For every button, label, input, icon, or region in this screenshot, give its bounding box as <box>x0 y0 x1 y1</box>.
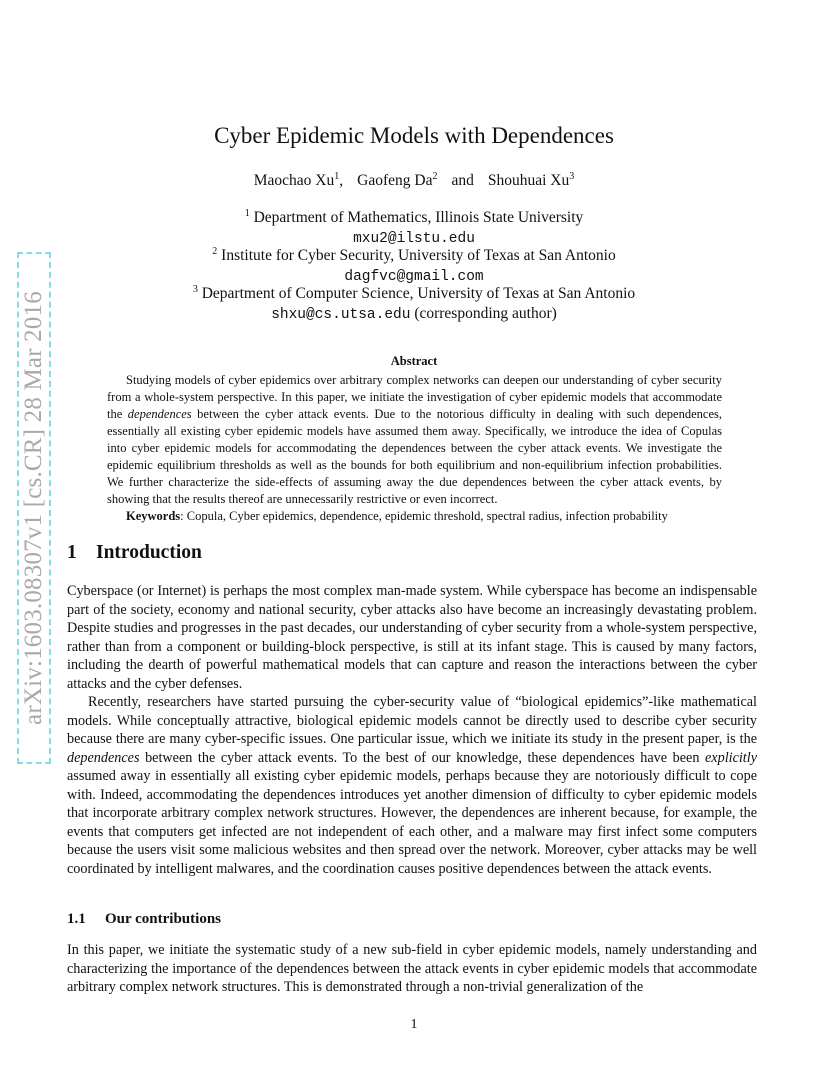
author-superscript: 1 <box>334 170 340 182</box>
paper-title: Cyber Epidemic Models with Dependences <box>214 123 614 148</box>
author-name: Gaofeng Da <box>357 172 433 189</box>
affiliation-name: Department of Computer Science, University of Texas at San Antonio <box>201 285 636 302</box>
body-text: assumed away in essentially all existing cyber epidemic models, perhaps because they are notoriously difficult to cope with. Indeed, accommodating the dependences introduces yet another dimension of difficulty to cyber epidemic models that incorporate arbitrary complex network structures. However, the dependences are inherent because, for example, the events that computers get infected are not independent of each other, and a malware may first infect some computers because the users visit some malicious websites and then spread over the network. Moreover, cyber attacks may be well coordinated by intelligent malwares, and the coordination causes positive dependences between the attack events. <box>67 768 757 877</box>
author-name: Maochao Xu <box>253 172 335 189</box>
affiliation-email-line <box>0 267 828 285</box>
section-heading <box>67 542 202 564</box>
abstract-text: between the cyber attack events. Due to the notorious difficulty in dealing with such dependences, essentially all existing cyber epidemic models have assumed them away. Specifically, we introduce the idea of Copulas into cyber epidemic models for accommodating the dependences between the cyber attack events. We investigate the epidemic equilibrium thresholds as well as the bounds for both equilibrium and non-equilibrium infection probabilities. We further characterize the side-effects of assuming away the due dependences between the cyber attack events, by showing that the results thereof are unnecessarily restrictive or even incorrect. <box>107 407 722 506</box>
body-paragraph: Cyberspace (or Internet) is perhaps the most complex man-made system. While cyberspace has become an indispensable part of the society, economy and national security, cyber attacks also have become an increasingly devastating problem. Despite studies and progresses in the past decades, our understanding of cyber security from a whole-system perspective, rather than from a component or building-block perspective, is still at its infant stage. This is caused by many factors, including the dearth of powerful mathematical models that can capture and reason the interactions between the cyber attacks and the cyber defenses. <box>67 583 757 692</box>
author-superscript: 3 <box>569 170 575 182</box>
keywords-text: : Copula, Cyber epidemics, dependence, epidemic threshold, spectral radius, infection probability <box>180 509 668 523</box>
subsection-heading <box>67 911 221 928</box>
affiliation-email: shxu@cs.utsa.edu <box>271 307 411 323</box>
affiliation-superscript: 2 <box>212 245 218 257</box>
body-emphasis: dependences <box>67 749 140 766</box>
affiliation-name: Department of Mathematics, Illinois State University <box>253 209 584 226</box>
author-superscript: 2 <box>432 170 438 182</box>
affiliation <box>0 247 828 265</box>
abstract-body <box>107 372 722 525</box>
affiliation-name: Institute for Cyber Security, University of Texas at San Antonio <box>221 247 616 264</box>
section-number: 1 <box>67 542 77 563</box>
subsection-number: 1.1 <box>67 911 86 927</box>
affiliation-email-line <box>0 229 828 247</box>
affiliation <box>0 285 828 303</box>
keywords-line <box>107 508 722 525</box>
affiliation-note: (corresponding author) <box>410 305 557 322</box>
body-paragraph <box>67 693 757 878</box>
keywords-label: Keywords <box>126 509 181 523</box>
body-text: Recently, researchers have started pursuing the cyber-security value of “biological epidemics”-like mathematical models. While conceptually attractive, biological epidemic models cannot be directly used to describe cyber security because there are many cyber-specific issues. One particular issue, which we initiate its study in the present paper, is the <box>67 694 757 747</box>
abstract-emphasis: dependences <box>127 407 192 421</box>
arxiv-stamp: arXiv:1603.08307v1 [cs.CR] 28 Mar 2016 <box>20 291 47 725</box>
affiliation-email-line <box>0 305 828 323</box>
affiliation-email: mxu2@ilstu.edu <box>353 231 475 247</box>
abstract-heading: Abstract <box>390 354 438 368</box>
body-paragraph: In this paper, we initiate the systematic study of a new sub-field in cyber epidemic models, namely understanding and characterizing the importance of the dependences between the attack events in cyber epidemic models that accommodate arbitrary complex network structures. This is demonstrated through a non-trivial generalization of the <box>67 942 757 995</box>
abstract-paragraph <box>107 372 722 508</box>
author-name: Shouhuai Xu <box>487 172 570 189</box>
page-number: 1 <box>410 1017 418 1032</box>
subsection-body <box>67 941 757 997</box>
affiliation-superscript: 1 <box>244 207 250 219</box>
authors-and: and <box>451 172 474 189</box>
body-emphasis: explicitly <box>705 749 757 766</box>
section-body <box>67 582 757 878</box>
body-text: between the cyber attack events. To the best of our knowledge, these dependences have been <box>139 749 705 766</box>
section-title: Introduction <box>96 542 202 563</box>
affiliation-superscript: 3 <box>192 283 198 295</box>
subsection-title: Our contributions <box>105 911 221 927</box>
abstract-text: Studying models of cyber epidemics over arbitrary complex networks can deepen our understanding of cyber security from a whole-system perspective. In this paper, we initiate the investigation of cyber epidemic models that accommodate the <box>107 373 722 421</box>
affiliation <box>0 209 828 227</box>
author-list: Maochao Xu$^1$, Gaofeng Da$^2$ and Shouhuai Xu$^3$ <box>253 170 575 189</box>
affiliation-email: dagfvc@gmail.com <box>344 269 484 285</box>
